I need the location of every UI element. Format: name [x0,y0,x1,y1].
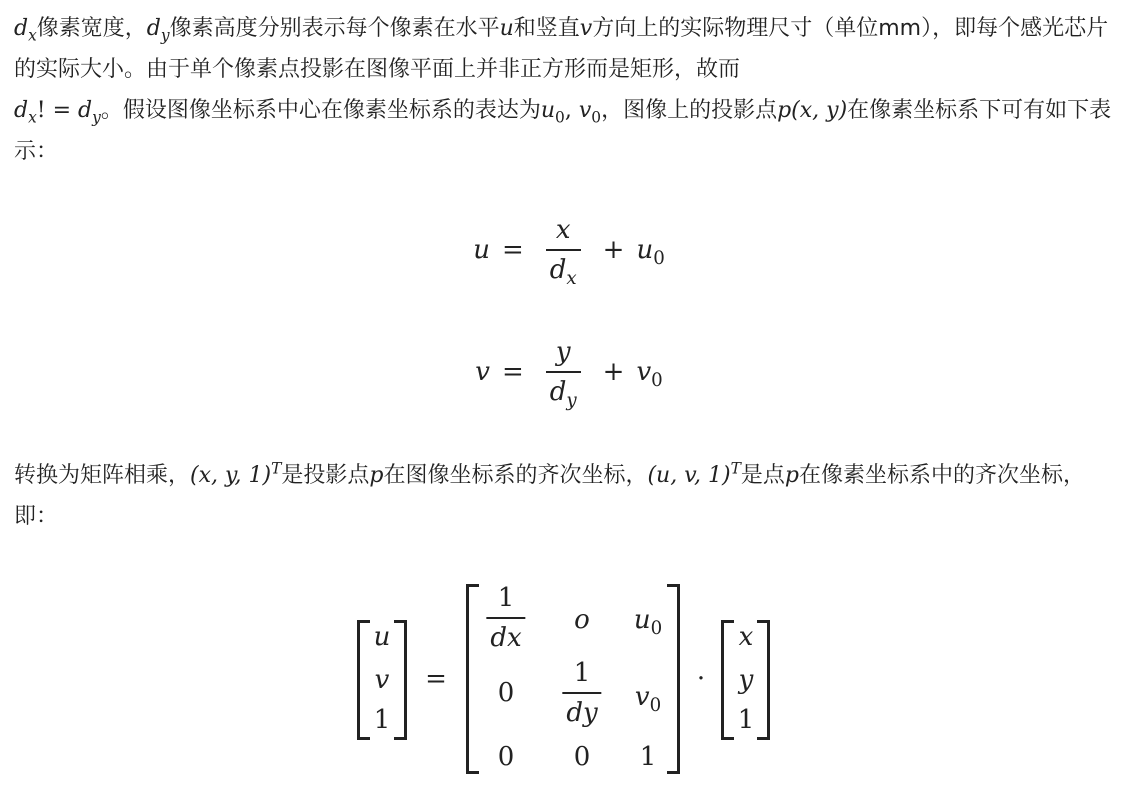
m11: $\frac{1}{dx}$ [486,583,525,653]
matrix-right-bracket [667,584,680,774]
dy-symbol: $d_y$ [146,16,170,45]
m12: o [574,605,590,635]
image-homogeneous: (x, y, 1)$^T$ [190,459,282,488]
lhs-1: 1 [373,705,391,735]
pixel-homogeneous: (u, v, 1)$^T$ [647,459,741,488]
dot-operator: · [696,664,706,694]
m33: 1 [639,742,657,772]
u0-v0: $u_0$, $v_0$ [540,98,602,127]
fraction-y-dy: $\frac{y}{d_y}$ [546,337,581,407]
dx-neq-dy: $d_x$! = $d_y$ [14,98,101,127]
equation-v: v = $\frac{y}{d_y}$ + $v_0$ [475,337,663,412]
fraction-x-dx: $\frac{x}{d_x}$ [546,215,581,285]
point-p: p(x, y) [777,98,848,123]
lhs-u: u [373,622,391,652]
intro-paragraph: $d_x$像素宽度，$d_y$像素高度分别表示每个像素在水平u和竖直v方向上的实际物理尺寸（单位mm），即每个感光芯片的实际大小。由于单个像素点投影在图像平面上并非正方形而是矩形，故而 $d_x$! = $d_y$。假设图像坐标系中心在像素坐标系的表达为$u_0$, $v_0$，图像上的投影点p(x, y)在像素坐标系下可有如下表示： [14,16,1112,164]
v-symbol: v [579,16,593,41]
m13: $u_0$ [633,605,663,640]
matrix-left-bracket [466,584,479,774]
matrix-equation [0,580,1138,780]
rhs-right-bracket [757,620,770,740]
equals-sign: = [425,664,447,694]
m21: 0 [497,678,515,708]
rhs-1: 1 [737,705,755,735]
rhs-y: y [738,665,754,695]
matrix-intro-paragraph: 转换为矩阵相乘，(x, y, 1)$^T$是投影点p在图像坐标系的齐次坐标，(u, v, 1)$^T$是点p在像素坐标系中的齐次坐标，即： [14,459,1085,529]
u-symbol: u [499,16,514,41]
m23: $v_0$ [634,682,662,717]
lhs-left-bracket [357,620,370,740]
m31: 0 [497,742,515,772]
m22: $\frac{1}{dy}$ [562,658,601,728]
rhs-left-bracket [721,620,734,740]
equation-u: u = $\frac{x}{d_x}$ + $u_0$ [473,215,665,290]
lhs-v: v [374,665,390,695]
m32: 0 [573,742,591,772]
lhs-right-bracket [394,620,407,740]
dx-symbol: $d_x$ [14,16,37,45]
rhs-x: x [738,622,754,652]
